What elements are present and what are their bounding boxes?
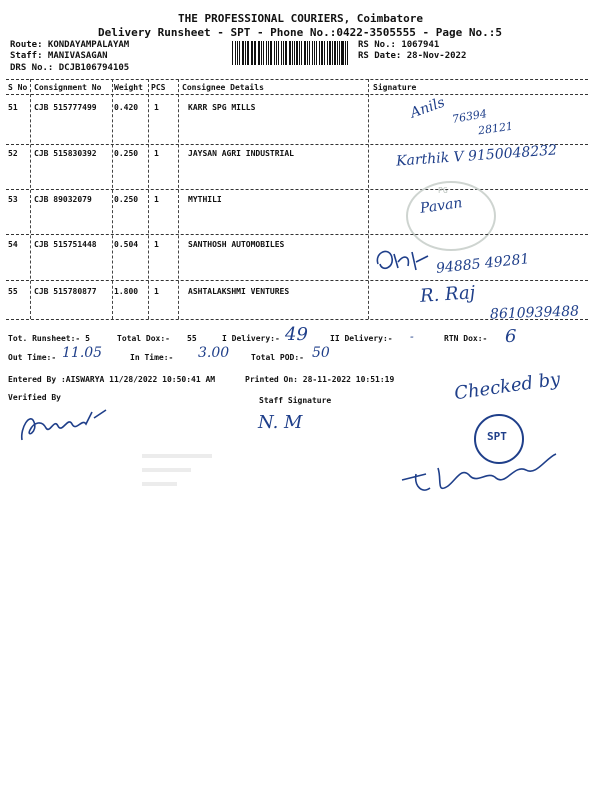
rtn-dox-value: 6 bbox=[505, 326, 517, 347]
total-dox-value: 55 bbox=[187, 334, 197, 343]
verified-signature bbox=[16, 400, 116, 446]
row-55-pcs: 1 bbox=[154, 287, 159, 296]
barcode-bar bbox=[261, 41, 262, 65]
barcode-bar bbox=[299, 41, 300, 65]
barcode-bar bbox=[296, 41, 298, 65]
barcode bbox=[232, 41, 350, 65]
col-sep-1 bbox=[30, 79, 31, 319]
entered-by: Entered By :AISWARYA 11/28/2022 10:50:41 AM bbox=[8, 375, 216, 384]
barcode-bar bbox=[339, 41, 340, 65]
ii-delivery-label: II Delivery:- bbox=[330, 334, 393, 343]
rs-date: RS Date: 28-Nov-2022 bbox=[358, 51, 467, 61]
tot-runsheet: Tot. Runsheet:- 5 bbox=[8, 334, 90, 343]
table-bottom-rule bbox=[6, 319, 588, 320]
row-51-sign-num: 76394 bbox=[451, 107, 488, 126]
row-53-signature: Pavan bbox=[419, 195, 464, 217]
row-51-weight: 0.420 bbox=[114, 103, 139, 112]
barcode-bar bbox=[345, 41, 346, 65]
row-51-sign-name: Anils bbox=[408, 94, 447, 122]
barcode-bar bbox=[301, 41, 302, 65]
barcode-bar bbox=[347, 41, 349, 65]
barcode-bar bbox=[304, 41, 306, 65]
barcode-bar bbox=[245, 41, 246, 65]
rs-number: RS No.: 1067941 bbox=[358, 40, 440, 50]
checker-signature bbox=[396, 440, 566, 504]
checked-by-note: Checked by bbox=[453, 368, 562, 405]
header-top-rule bbox=[6, 79, 588, 80]
row-51-consignee: KARR SPG MILLS bbox=[188, 103, 256, 112]
runsheet-subtitle: Delivery Runsheet - SPT - Phone No.:0422-3505555 - Page No.:5 bbox=[98, 26, 502, 39]
total-pod-value: 50 bbox=[312, 345, 330, 361]
row-55-consignment: CJB 515780877 bbox=[34, 287, 97, 296]
spt-stamp-text: SPT bbox=[487, 430, 507, 443]
rtn-dox-label: RTN Dox:- bbox=[444, 334, 488, 343]
barcode-bar bbox=[263, 41, 264, 65]
col-pcs: PCS bbox=[151, 83, 166, 92]
barcode-bar bbox=[327, 41, 328, 65]
barcode-bar bbox=[266, 41, 268, 65]
col-consignee: Consignee Details bbox=[182, 83, 264, 92]
row-55-weight: 1.800 bbox=[114, 287, 139, 296]
barcode-bar bbox=[321, 41, 323, 65]
staff-label: Staff: MANIVASAGAN bbox=[10, 51, 108, 61]
route-label: Route: KONDAYAMPALAYAM bbox=[10, 40, 130, 50]
row-53-weight: 0.250 bbox=[114, 195, 139, 204]
col-sep-5 bbox=[368, 79, 369, 319]
barcode-bar bbox=[294, 41, 295, 65]
row-55-sign-name: R. Raj bbox=[419, 282, 476, 307]
row-52-consignment: CJB 515830392 bbox=[34, 149, 97, 158]
out-time-label: Out Time:- bbox=[8, 353, 57, 362]
barcode-bar bbox=[252, 41, 253, 65]
row-55-sign-number: 8610939488 bbox=[489, 303, 580, 323]
barcode-bar bbox=[316, 41, 318, 65]
barcode-bar bbox=[285, 41, 287, 65]
faded-bleed-text bbox=[142, 448, 212, 508]
barcode-bar bbox=[274, 41, 275, 65]
barcode-bar bbox=[283, 41, 284, 65]
drs-number: DRS No.: DCJB106794105 bbox=[10, 63, 130, 73]
row-54-consignment: CJB 515751448 bbox=[34, 240, 97, 249]
i-delivery-value: 49 bbox=[285, 324, 308, 345]
barcode-bar bbox=[289, 41, 291, 65]
out-time-value: 11.05 bbox=[62, 345, 103, 361]
row-54-weight: 0.504 bbox=[114, 240, 139, 249]
barcode-bar bbox=[239, 41, 240, 65]
total-dox-label: Total Dox:- bbox=[117, 334, 170, 343]
col-sep-2 bbox=[112, 79, 113, 319]
row-54-signature-scribble bbox=[372, 244, 432, 276]
staff-signature-label: Staff Signature bbox=[259, 396, 332, 405]
barcode-bar bbox=[235, 41, 237, 65]
row-51-consignment: CJB 515777499 bbox=[34, 103, 97, 112]
barcode-bar bbox=[258, 41, 260, 65]
col-signature: Signature bbox=[373, 83, 417, 92]
row-51-pcs: 1 bbox=[154, 103, 159, 112]
row-52-weight: 0.250 bbox=[114, 149, 139, 158]
row-53-consignment: CJB 89032079 bbox=[34, 195, 92, 204]
col-sep-3 bbox=[148, 79, 149, 319]
col-sno: S No bbox=[8, 83, 28, 92]
row-52-sno: 52 bbox=[8, 149, 18, 158]
col-sep-4 bbox=[178, 79, 179, 319]
barcode-bar bbox=[312, 41, 313, 65]
in-time-value: 3.00 bbox=[198, 345, 230, 361]
row-52-pcs: 1 bbox=[154, 149, 159, 158]
row-52-signature: Karthik V 9150048232 bbox=[395, 142, 558, 170]
row-55-consignee: ASHTALAKSHMI VENTURES bbox=[188, 287, 290, 296]
row-53-pcs: 1 bbox=[154, 195, 159, 204]
barcode-bar bbox=[281, 41, 282, 65]
barcode-bar bbox=[251, 41, 252, 65]
barcode-bar bbox=[309, 41, 311, 65]
verified-by-label: Verified By bbox=[8, 393, 61, 402]
barcode-bar bbox=[237, 41, 238, 65]
barcode-bar bbox=[276, 41, 277, 65]
row-55-sno: 55 bbox=[8, 287, 18, 296]
row-54-pcs: 1 bbox=[154, 240, 159, 249]
barcode-bar bbox=[232, 41, 233, 65]
total-pod-label: Total POD:- bbox=[251, 353, 304, 362]
barcode-bar bbox=[341, 41, 343, 65]
faded-seal-stamp bbox=[406, 181, 496, 251]
ii-delivery-value: - bbox=[410, 330, 414, 343]
row-51-sno: 51 bbox=[8, 103, 18, 112]
barcode-bar bbox=[278, 41, 280, 65]
barcode-bar bbox=[319, 41, 320, 65]
company-name: THE PROFESSIONAL COURIERS, Coimbatore bbox=[178, 12, 424, 25]
row-54-consignee: SANTHOSH AUTOMOBILES bbox=[188, 240, 285, 249]
staff-signature-mark: N. M bbox=[258, 412, 303, 433]
row-52-consignee: JAYSAN AGRI INDUSTRIAL bbox=[188, 149, 294, 158]
barcode-bar bbox=[254, 41, 256, 65]
barcode-bar bbox=[270, 41, 272, 65]
col-weight: Weight bbox=[114, 83, 143, 92]
row-51-sign-date: 28121 bbox=[477, 119, 514, 138]
barcode-bar bbox=[324, 41, 325, 65]
printed-on: Printed On: 28-11-2022 10:51:19 bbox=[245, 375, 395, 384]
row-54-sno: 54 bbox=[8, 240, 18, 249]
row-53-sno: 53 bbox=[8, 195, 18, 204]
barcode-bar bbox=[329, 41, 331, 65]
header-bottom-rule bbox=[6, 94, 588, 95]
barcode-bar bbox=[334, 41, 336, 65]
i-delivery-label: I Delivery:- bbox=[222, 334, 280, 343]
barcode-bar bbox=[242, 41, 244, 65]
row-54-sign-number: 94885 49281 bbox=[435, 251, 531, 277]
barcode-bar bbox=[247, 41, 249, 65]
barcode-bar bbox=[307, 41, 308, 65]
barcode-bar bbox=[268, 41, 269, 65]
in-time-label: In Time:- bbox=[130, 353, 174, 362]
faded-seal-text: PG bbox=[438, 186, 448, 195]
col-consignment: Consignment No bbox=[34, 83, 102, 92]
barcode-bar bbox=[314, 41, 315, 65]
row-53-rule bbox=[6, 234, 588, 235]
barcode-bar bbox=[337, 41, 338, 65]
barcode-bar bbox=[292, 41, 293, 65]
row-51-rule bbox=[6, 144, 588, 145]
row-53-consignee: MYTHILI bbox=[188, 195, 222, 204]
row-52-rule bbox=[6, 189, 588, 190]
barcode-bar bbox=[332, 41, 333, 65]
row-54-rule bbox=[6, 280, 588, 281]
